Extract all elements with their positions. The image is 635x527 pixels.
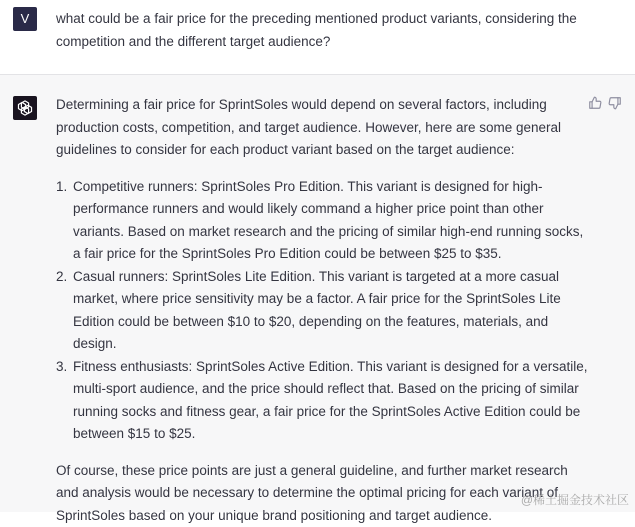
- assistant-message-content: [56, 94, 591, 527]
- thumbs-down-icon[interactable]: [608, 96, 622, 110]
- assistant-avatar: [13, 96, 37, 120]
- openai-logo-icon: [16, 99, 34, 117]
- user-avatar: V: [13, 7, 37, 31]
- user-message-text: what could be a fair price for the preceding mentioned product variants, considering the competition and the different target audience?: [56, 8, 596, 53]
- list-item: [56, 176, 591, 266]
- list-item: [56, 266, 591, 356]
- list-item: [56, 356, 591, 446]
- assistant-intro: Determining a fair price for SprintSoles would depend on several factors, including production costs, competition, and target audience. However, here are some general guidelines to consider for each product variant based on the target audience:: [56, 94, 591, 162]
- list-item-number: 1.: [56, 176, 67, 199]
- list-item-number: 3.: [56, 356, 67, 379]
- user-message: [0, 0, 635, 75]
- list-item-text: Competitive runners: SprintSoles Pro Edition. This variant is designed for high-performance runners and would likely command a higher price point than other variants. Based on market research and the pricing of similar high-end running socks, a fair price for the SprintSoles Pro Edition could be between $25 to $35.: [73, 179, 583, 262]
- assistant-message: [0, 75, 635, 512]
- list-item-text: Casual runners: SprintSoles Lite Edition. This variant is targeted at a more casual market, where price sensitivity may be a factor. A fair price for the SprintSoles Lite Edition could be between $10 to $20, depending on the features, materials, and design.: [73, 269, 561, 352]
- price-list: [56, 176, 591, 446]
- assistant-conclusion: Of course, these price points are just a general guideline, and further market research and analysis would be necessary to determine the optimal pricing for each variant of SprintSoles based on your unique brand positioning and target audience.: [56, 460, 591, 527]
- feedback-buttons: [588, 96, 622, 110]
- watermark: @稀土掘金技术社区: [521, 491, 629, 508]
- list-item-text: Fitness enthusiasts: SprintSoles Active Edition. This variant is designed for a versatile, multi-sport audience, and the price should reflect that. Based on the pricing of similar running socks and fitness gear, a fair price for the SprintSoles Active Edition could be between $15 to $25.: [73, 359, 588, 442]
- list-item-number: 2.: [56, 266, 67, 289]
